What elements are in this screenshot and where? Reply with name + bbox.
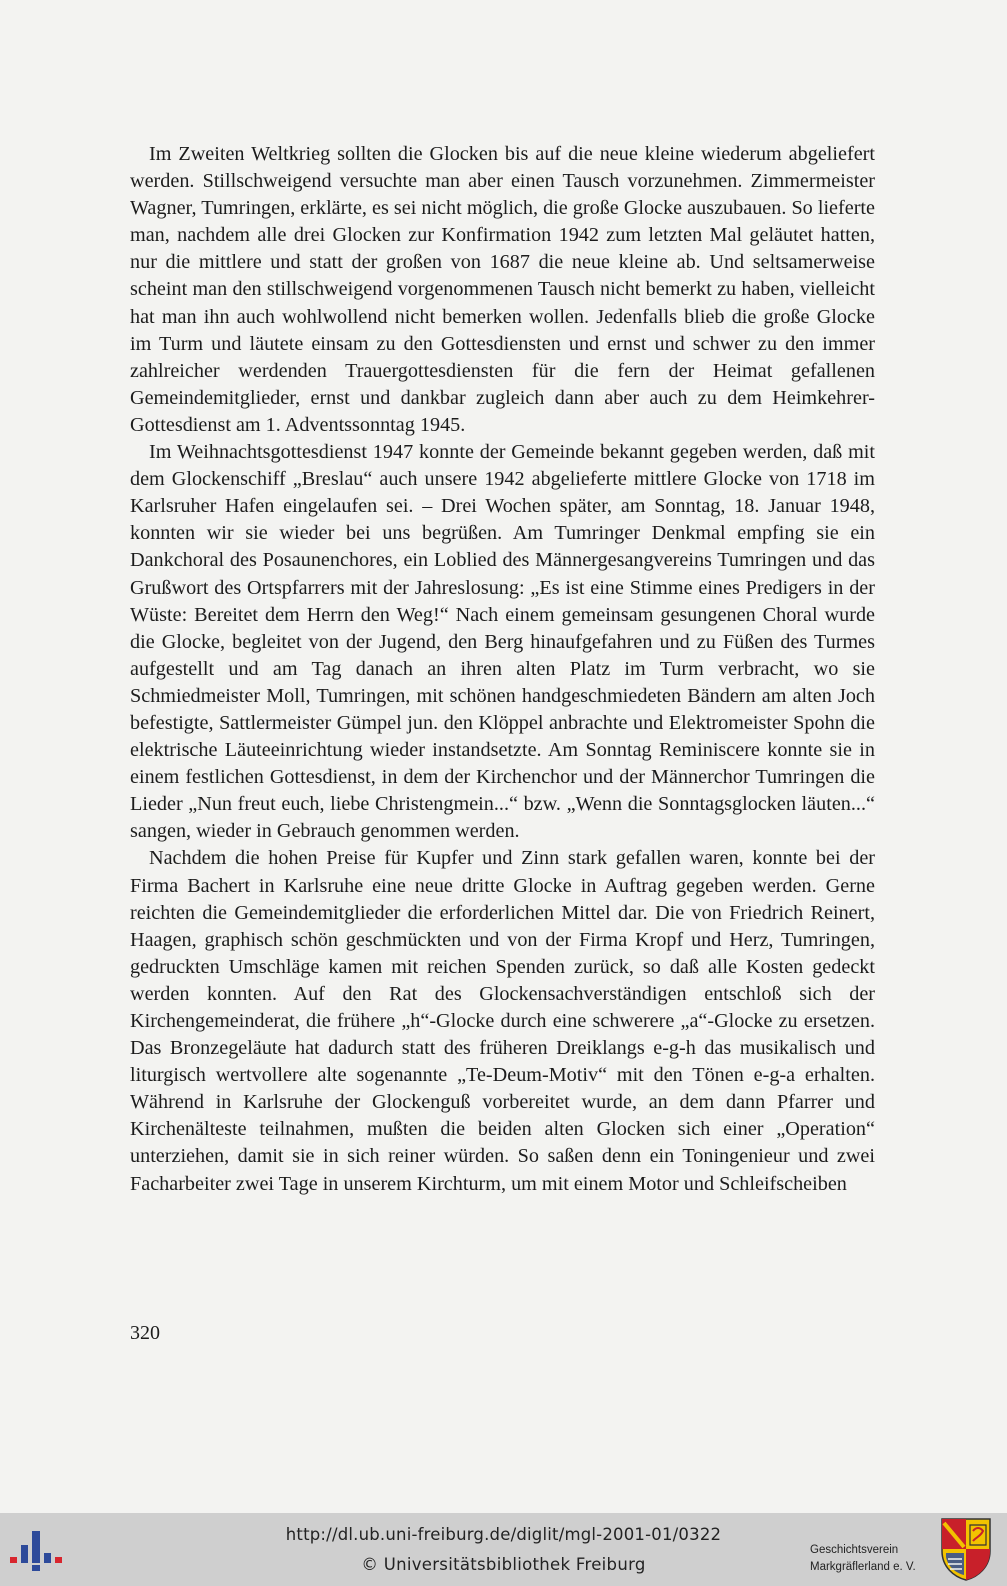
body-text <box>130 141 875 1198</box>
society-name-line2: Markgräflerland e. V. <box>810 1561 916 1573</box>
paragraph-3: Nachdem die hohen Preise für Kupfer und Zinn stark gefallen waren, konnte bei der Firma Bachert in Karlsruhe eine neue dritte Glocke in Auftrag gegeben werden. Gerne reichten die Gemeindemitglieder die erforderlichen Mittel dar. Die von Friedrich Reinert, Haagen, graphisch schön geschmückten und von der Firma Kropf und Herz, Tumringen, gedruckten Umschläge kamen mit reichen Spenden zurück, so daß alle Kosten gedeckt werden konnten. Auf den Rat des Glockensachverständigen entschloß sich der Kirchengemeinderat, die frühere „h“-Glocke durch eine schwerere „a“-Glocke zu ersetzen. Das Bronzegeläute hat dadurch statt des früheren Dreiklangs e-g-h das musikalisch und liturgisch wertvollere alte sogenannte „Te-Deum-Motiv“ mit den Tönen e-g-a erhalten. Während in Karlsruhe der Glockenguß vorbereitet wurde, an dem dann Pfarrer und Kirchenälteste teilnahmen, mußten die beiden alten Glocken sich einer „Operation“ unterziehen, damit sie in sich reiner würden. So saßen denn ein Toningenieur und zwei Facharbeiter zwei Tage in unserem Kirchturm, um mit einem Motor und Schleifscheiben <box>130 847 875 1195</box>
page-number: 320 <box>130 1322 160 1344</box>
coat-of-arms-icon <box>940 1517 992 1581</box>
paragraph-2: Im Weihnachtsgottesdienst 1947 konnte der Gemeinde bekannt gegeben werden, daß mit dem Glockenschiff „Breslau“ auch unsere 1942 abgelieferte mittlere Glocke von 1718 im Karlsruher Hafen eingelaufen sei. – Drei Wochen später, am Sonntag, 18. Januar 1948, konnten wir sie wieder bei uns begrüßen. Am Tumringer Denkmal empfing sie ein Dankchoral des Posaunenchores, ein Loblied des Männergesangvereins Tumringen und das Grußwort des Ortspfarrers mit der Jahreslosung: „Es ist eine Stimme eines Predigers in der Wüste: Bereitet dem Herrn den Weg!“ Nach einem gemeinsam gesungenen Choral wurde die Glocke, begleitet von der Jugend, den Berg hinaufgefahren und zu Füßen des Turmes aufgestellt und am Tag danach an ihren alten Platz im Turm verbracht, wo sie Schmiedmeister Moll, Tumringen, mit schönen handgeschmiedeten Bändern am alten Joch befestigte, Sattlermeister Gümpel jun. den Klöppel anbrachte und Elektromeister Spohn die elektrische Läuteeinrichtung wieder instandsetzte. Am Sonntag Reminiscere konnte sie in einem festlichen Gottesdienst, in dem der Kirchenchor und der Männerchor Tumringen die Lieder „Nun freut euch, liebe Christengmein...“ bzw. „Wenn die Sonntagsglocken läuten...“ sangen, wieder in Gebrauch genommen werden. <box>130 441 875 843</box>
society-name <box>810 1542 935 1576</box>
footer-bar <box>0 1513 1007 1586</box>
society-name-line1: Geschichtsverein <box>810 1544 899 1556</box>
footer-url-link[interactable]: http://dl.ub.uni-freiburg.de/diglit/mgl-2001-01/0322 <box>285 1525 722 1544</box>
paragraph-1: Im Zweiten Weltkrieg sollten die Glocken bis auf die neue kleine wiederum abgeliefert werden. Stillschweigend versuchte man aber einen Tausch vorzunehmen. Zimmermeister Wagner, Tumringen, erklärte, es sei nicht möglich, die große Glocke auszubauen. So lieferte man, nachdem alle drei Glocken zur Konfirmation 1942 zum letzten Mal geläutet hatten, nur die mittlere und statt der großen von 1687 die neue kleine ab. Und seltsamerweise scheint man den stillschweigend vorgenommenen Tausch nicht bemerkt zu haben, vielleicht hat man ihn auch wohlwollend nicht bemerken wollen. Jedenfalls blieb die große Glocke im Turm und läutete einsam zu den Gottesdiensten und ernst und schwer zu den immer zahlreicher werdenden Trauergottesdiensten für die fern der Heimat gefallenen Gemeindemitglieder, ernst und dankbar zugleich dann aber auch zu dem Heimkehrer-Gottesdienst am 1. Adventssonntag 1945. <box>130 143 875 436</box>
footer-copyright: © Universitätsbibliothek Freiburg <box>361 1555 646 1574</box>
